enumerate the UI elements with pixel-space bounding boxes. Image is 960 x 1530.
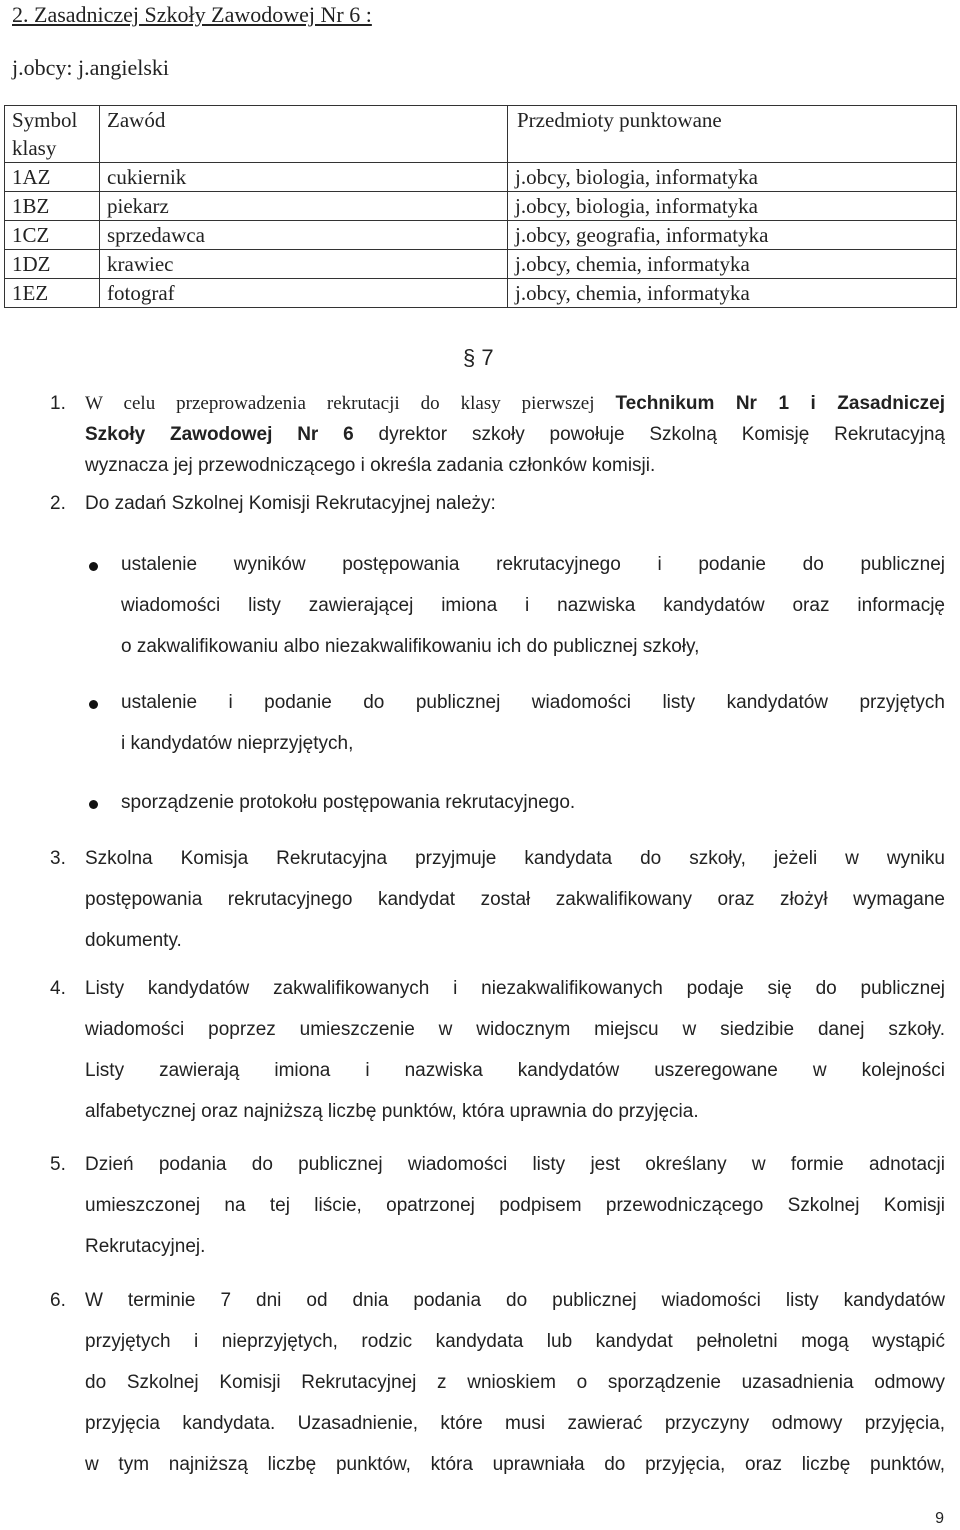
school-name: Technikum Nr 1 i Zasadniczej bbox=[615, 393, 945, 414]
paragraph-number: 5. bbox=[50, 1154, 66, 1175]
table-row bbox=[5, 163, 957, 192]
list-item-line: ustalenie wyników postępowania rekrutacyjnego i podanie do publicznej bbox=[121, 554, 945, 575]
subjects-table bbox=[4, 105, 957, 308]
table-header-row bbox=[5, 106, 957, 163]
bullet-icon bbox=[89, 562, 98, 571]
list-item-line: ustalenie i podanie do publicznej wiadomości listy kandydatów przyjętych bbox=[121, 692, 945, 713]
cell-profession: sprzedawca bbox=[100, 221, 508, 250]
paragraph-line: przyjętych i nieprzyjętych, rodzic kandydata lub kandydat pełnoletni mogą wystąpić bbox=[85, 1331, 945, 1352]
paragraph-1 bbox=[50, 388, 945, 481]
bullet-icon bbox=[89, 800, 98, 809]
list-item-line: i kandydatów nieprzyjętych, bbox=[121, 733, 354, 754]
paragraph-line: umieszczonej na tej liście, opatrzonej podpisem przewodniczącego Szkolnej Komisji bbox=[85, 1195, 945, 1216]
cell-symbol: 1DZ bbox=[5, 250, 100, 279]
paragraph-line: wiadomości poprzez umieszczenie w widocznym miejscu w siedzibie danej szkoły. bbox=[85, 1019, 945, 1040]
paragraph-text: W celu przeprowadzenia rekrutacji do klasy pierwszej bbox=[85, 393, 616, 414]
cell-subjects: j.obcy, biologia, informatyka bbox=[508, 163, 957, 192]
table-row bbox=[5, 221, 957, 250]
paragraph-line: Dzień podania do publicznej wiadomości listy jest określany w formie adnotacji bbox=[85, 1154, 945, 1175]
header-symbol: Symbol klasy bbox=[5, 106, 100, 163]
paragraph-text: dyrektor szkoły powołuje Szkolną Komisję Rekrutacyjną bbox=[378, 424, 945, 445]
cell-profession: cukiernik bbox=[100, 163, 508, 192]
paragraph-number: 6. bbox=[50, 1290, 66, 1311]
list-item-line: sporządzenie protokołu postępowania rekrutacyjnego. bbox=[121, 792, 576, 813]
cell-symbol: 1AZ bbox=[5, 163, 100, 192]
cell-subjects: j.obcy, chemia, informatyka bbox=[508, 250, 957, 279]
paragraph-line: dokumenty. bbox=[85, 930, 182, 951]
paragraph-line: przyjęcia kandydata. Uzasadnienie, które musi zawierać przyczyny odmowy przyjęcia, bbox=[85, 1413, 945, 1434]
paragraph-line: Szkolna Komisja Rekrutacyjna przyjmuje kandydata do szkoły, jeżeli w wyniku bbox=[85, 848, 945, 869]
list-item-line: o zakwalifikowaniu albo niezakwalifikowaniu ich do publicznej szkoły, bbox=[121, 636, 700, 657]
paragraph-number: 1. bbox=[50, 393, 66, 414]
paragraph-line: postępowania rekrutacyjnego kandydat został zakwalifikowany oraz złożył wymagane bbox=[85, 889, 945, 910]
cell-profession: piekarz bbox=[100, 192, 508, 221]
list-item-line: wiadomości listy zawierającej imiona i nazwiska kandydatów oraz informację bbox=[121, 595, 945, 616]
paragraph-line: wyznacza jej przewodniczącego i określa zadania członków komisji. bbox=[85, 455, 656, 476]
paragraph-line: W terminie 7 dni od dnia podania do publicznej wiadomości listy kandydatów bbox=[85, 1290, 945, 1311]
heading: 2. Zasadniczej Szkoły Zawodowej Nr 6 : bbox=[12, 2, 372, 27]
section-title: § 7 bbox=[463, 345, 494, 370]
page-number: 9 bbox=[935, 1510, 944, 1527]
table-row bbox=[5, 279, 957, 308]
paragraph-line: Rekrutacyjnej. bbox=[85, 1236, 206, 1257]
paragraph-number: 2. bbox=[50, 493, 66, 514]
paragraph-line: Listy zawierają imiona i nazwiska kandydatów uszeregowane w kolejności bbox=[85, 1060, 945, 1081]
header-subjects: Przedmioty punktowane bbox=[508, 106, 957, 163]
language-line: j.obcy: j.angielski bbox=[12, 55, 170, 80]
cell-profession: krawiec bbox=[100, 250, 508, 279]
cell-subjects: j.obcy, geografia, informatyka bbox=[508, 221, 957, 250]
paragraph-line: w tym najniższą liczbę punktów, która uprawniała do przyjęcia, oraz liczbę punktów, bbox=[85, 1454, 945, 1475]
paragraph-number: 3. bbox=[50, 848, 66, 869]
paragraph-line: do Szkolnej Komisji Rekrutacyjnej z wnioskiem o sporządzenie uzasadnienia odmowy bbox=[85, 1372, 945, 1393]
table-row bbox=[5, 192, 957, 221]
paragraph-line: alfabetycznej oraz najniższą liczbę punktów, która uprawnia do przyjęcia. bbox=[85, 1101, 699, 1122]
cell-symbol: 1CZ bbox=[5, 221, 100, 250]
paragraph-number: 4. bbox=[50, 978, 66, 999]
cell-profession: fotograf bbox=[100, 279, 508, 308]
header-profession: Zawód bbox=[100, 106, 508, 163]
paragraph-line: Listy kandydatów zakwalifikowanych i niezakwalifikowanych podaje się do publicznej bbox=[85, 978, 945, 999]
cell-symbol: 1BZ bbox=[5, 192, 100, 221]
paragraph-text: Do zadań Szkolnej Komisji Rekrutacyjnej należy: bbox=[85, 493, 496, 514]
cell-symbol: 1EZ bbox=[5, 279, 100, 308]
cell-subjects: j.obcy, biologia, informatyka bbox=[508, 192, 957, 221]
paragraph-line bbox=[85, 419, 945, 450]
school-name: Szkoły Zawodowej Nr 6 bbox=[85, 424, 354, 445]
bullet-icon bbox=[89, 700, 98, 709]
paragraph-2 bbox=[50, 493, 496, 515]
cell-subjects: j.obcy, chemia, informatyka bbox=[508, 279, 957, 308]
table-row bbox=[5, 250, 957, 279]
paragraph-line bbox=[85, 388, 945, 419]
